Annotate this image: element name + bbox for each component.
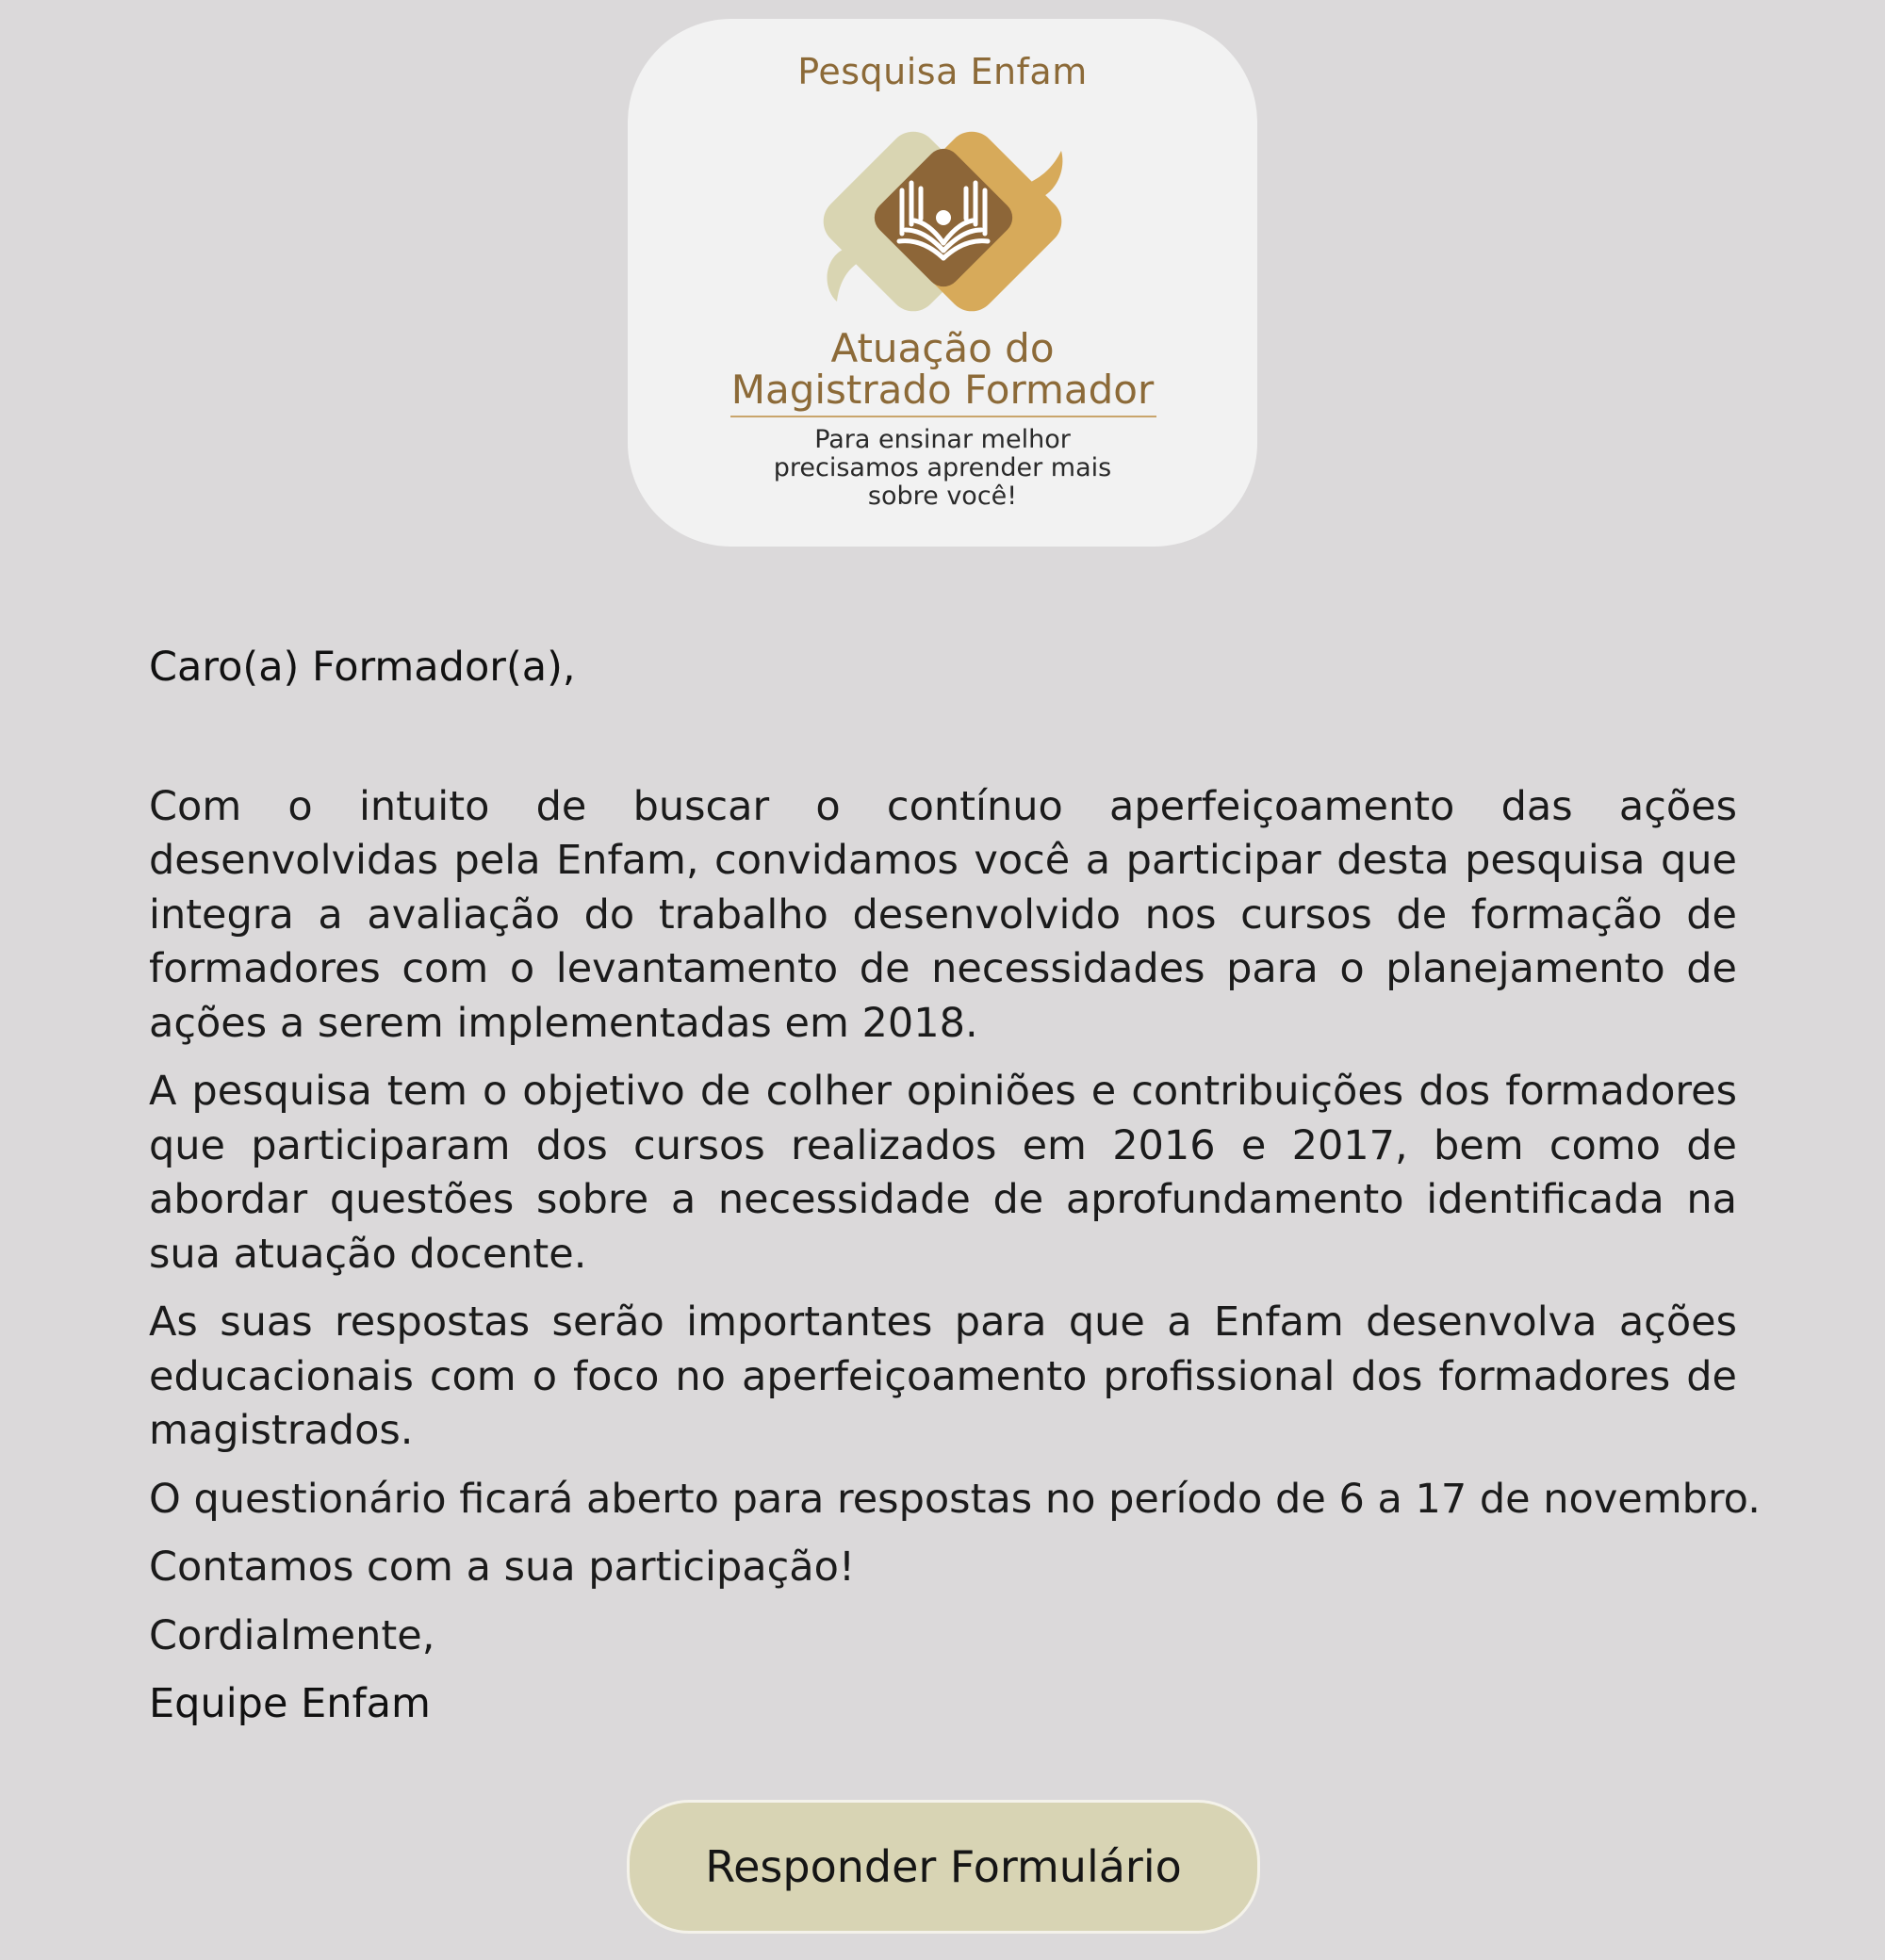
open-book-emblem-icon bbox=[814, 117, 1071, 339]
closing: Cordialmente, bbox=[149, 1611, 435, 1659]
logo-title-line1: Atuação do bbox=[830, 325, 1055, 371]
logo-subtitle-line2: precisamos aprender mais bbox=[773, 453, 1112, 482]
logo-subtitle-line1: Para ensinar melhor bbox=[814, 425, 1071, 454]
logo-subtitle-line3: sobre você! bbox=[867, 482, 1018, 511]
logo-title-line2: Magistrado Formador bbox=[730, 367, 1155, 413]
logo-top-text: Pesquisa Enfam bbox=[797, 51, 1088, 92]
paragraph-importance: As suas respostas serão importantes para que a Enfam desenvolva ações educacionais com o foco no aperfeiçoamento profissional dos formadores de magistrados. bbox=[149, 1298, 1737, 1454]
paragraph-objective: A pesquisa tem o objetivo de colher opiniões e contribuições dos formadores que participaram dos cursos realizados em 2016 e 2017, bem como de abordar questões sobre a necessidade de aprofundamento identificada na sua atuação docente. bbox=[149, 1068, 1737, 1278]
signature: Equipe Enfam bbox=[149, 1680, 431, 1727]
survey-logo bbox=[628, 19, 1257, 547]
paragraph-participation: Contamos com a sua participação! bbox=[149, 1544, 856, 1591]
paragraph-intro: Com o intuito de buscar o contínuo aperfeiçoamento das ações desenvolvidas pela Enfam, convidamos você a participar desta pesquisa que integra a avaliação do trabalho desenvolvido nos cursos de formação de formadores com o levantamento de necessidades para o planejamento de ações a serem implementadas em 2018. bbox=[149, 782, 1737, 1047]
letter-body bbox=[149, 641, 1761, 1732]
greeting: Caro(a) Formador(a), bbox=[149, 644, 576, 691]
respond-form-button[interactable]: Responder Formulário bbox=[627, 1800, 1260, 1934]
paragraph-period: O questionário ficará aberto para respostas no período de 6 a 17 de novembro. bbox=[149, 1475, 1761, 1523]
logo-title bbox=[628, 325, 1257, 413]
logo-divider bbox=[730, 416, 1156, 417]
logo-subtitle bbox=[628, 426, 1257, 511]
